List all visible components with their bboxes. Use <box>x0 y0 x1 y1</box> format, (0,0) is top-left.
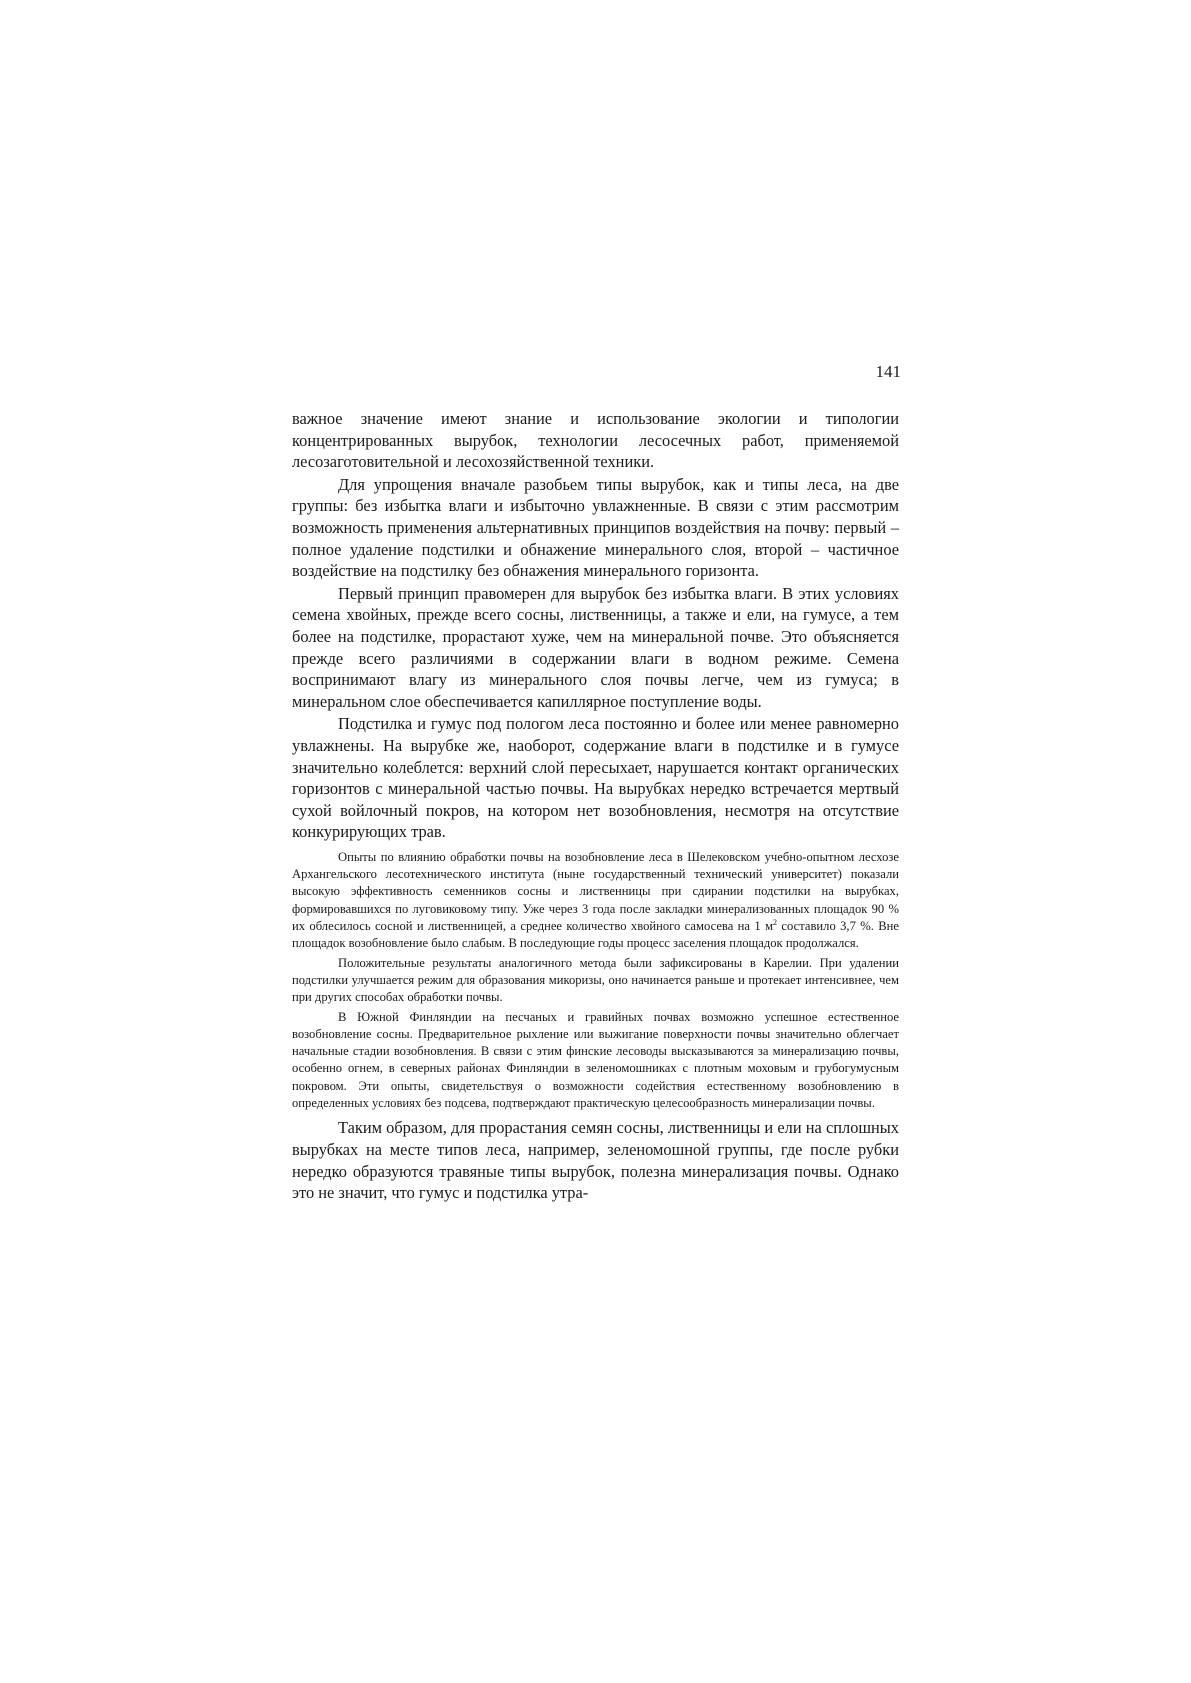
paragraph-2: Для упрощения вначале разобьем типы вырубок, как и типы леса, на две группы: без избытка влаги и избыточно увлажненные. В связи с этим рассмотрим возможность применения альтернативных принципов воздействия на почву: первый – полное удаление подстилки и обнажение минерального слоя, второй – частичное воздействие на подстилку без обнажения минерального горизонта. <box>292 474 899 581</box>
small-paragraph-1 <box>292 849 899 953</box>
paragraph-4: Подстилка и гумус под пологом леса постоянно и более или менее равномерно увлажнены. На вырубке же, наоборот, содержание влаги в подстилке и в гумусе значительно колеблется: верхний слой пересыхает, нарушается контакт органических горизонтов с минеральной частью почвы. На вырубках нередко встречается мертвый сухой войлочный покров, на котором нет возобновления, несмотря на отсутствие конкурирующих трав. <box>292 714 899 842</box>
small-paragraph-2: Положительные результаты аналогичного метода были зафиксированы в Карелии. При удалении подстилки улучшается режим для образования микоризы, оно начинается раньше и протекает интенсивнее, чем при других способах обработки почвы. <box>292 955 899 1005</box>
page-number: 141 <box>875 362 901 381</box>
small-paragraph-1-text: Опыты по влиянию обработки почвы на возобновление леса в Шелековском учебно-опытном лесхозе Архангельского лесотехнического института (ныне государственный технический университет) показали высокую эффективность семенников сосны и лиственницы при сдирании подстилки на вырубках, формировавшихся по луговиковому типу. Уже через 3 года после закладки минерализованных площадок 90 % их облесилось сосной и лиственницей, а среднее количество хвойного самосева на 1 м <box>292 849 899 934</box>
small-paragraph-3: В Южной Финляндии на песчаных и гравийных почвах возможно успешное естественное возобновление сосны. Предварительное рыхление или выжигание поверхности почвы значительно облегчает начальные стадии возобновления. В связи с этим финские лесоводы высказываются за минерализацию почвы, особенно огнем, в северных районах Финляндии в зеленомошниках с плотным моховым и грубогумусным покровом. Эти опыты, свидетельствуя о возможности содействия естественному возобновлению в определенных условиях без подсева, подтверждают практическую целесообразность минерализации почвы. <box>292 1009 899 1111</box>
paragraph-3: Первый принцип правомерен для вырубок без избытка влаги. В этих условиях семена хвойных, прежде всего сосны, лиственницы, а также и ели, на гумусе, а тем более на подстилке, прорастают хуже, чем на минеральной почве. Это объясняется прежде всего различиями в содержании влаги в водном режиме. Семена воспринимают влагу из минерального слоя почвы легче, чем из гумуса; в минеральном слое обеспечивается капиллярное поступление воды. <box>292 583 899 711</box>
paragraph-1: важное значение имеют знание и использование экологии и типологии концентрированных вырубок, технологии лесосечных работ, применяемой лесозаготовительной и лесохозяйственной техники. <box>292 409 899 472</box>
superscript-two: 2 <box>773 917 778 927</box>
page-body <box>292 408 899 1204</box>
small-print-section <box>292 849 899 1112</box>
paragraph-5: Таким образом, для прорастания семян сосны, лиственницы и ели на сплошных вырубках на месте типов леса, например, зеленомошной группы, где после рубки нередко образуются травяные типы вырубок, полезна минерализация почвы. Однако это не значит, что гумус и подстилка утра- <box>292 1118 899 1203</box>
small-paragraph-1-tail: составило 3,7 %. Вне площадок возобновление было слабым. В последующие годы процесс заселения площадок продолжался. <box>292 919 899 951</box>
